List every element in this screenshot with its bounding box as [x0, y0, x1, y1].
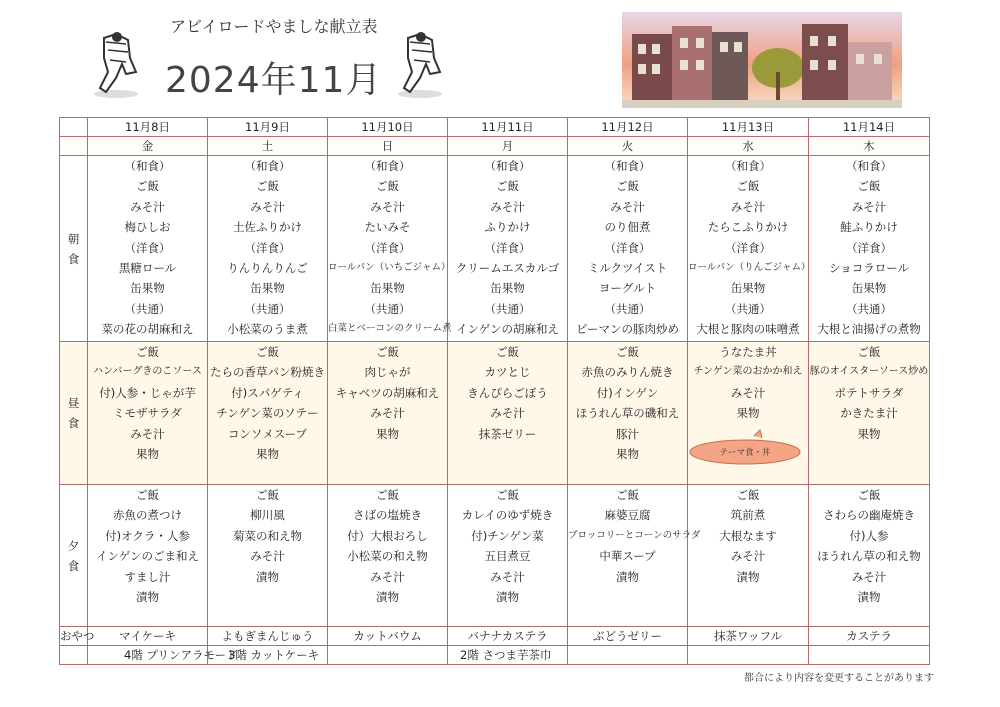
lunch-menu-item: 豚のオイスターソース炒め: [809, 366, 929, 378]
dinner-menu-item: 漬物: [136, 590, 159, 605]
breakfast-menu-item: ヨーグルト: [598, 281, 657, 296]
date-row: [60, 118, 930, 137]
breakfast-menu-item: 土佐ふりかけ: [233, 220, 302, 235]
month-heading: 2024年11月: [165, 60, 383, 101]
lunch-menu-item: うなたま丼: [719, 345, 777, 359]
snack-cell: カットバウム: [328, 627, 448, 646]
breakfast-row: [60, 156, 930, 342]
breakfast-menu-item: （洋食）: [484, 240, 531, 255]
special-snack-cell: [809, 646, 930, 665]
breakfast-menu-item: ロールパン（りんごジャム）: [688, 262, 811, 274]
breakfast-menu-item: ご飯: [496, 179, 519, 194]
breakfast-menu-item: （和食）: [124, 159, 171, 173]
theme-meal-bubble: [688, 432, 802, 466]
breakfast-menu-item: のり佃煮: [604, 220, 651, 235]
lunch-cell: [448, 342, 568, 485]
dinner-row: [60, 485, 930, 627]
dinner-menu-item: 付)オクラ・人参: [105, 528, 190, 543]
breakfast-cell: [568, 156, 688, 342]
weekday-cell: 水: [688, 137, 809, 156]
date-cell: 11月14日: [809, 118, 930, 137]
lunch-menu-item: ほうれん草の磯和え: [575, 406, 680, 421]
special-snack-row: [60, 646, 930, 665]
corner-cell: [60, 118, 88, 137]
dinner-menu-item: 麻婆豆腐: [604, 508, 651, 523]
breakfast-menu-item: 小松菜のうま煮: [227, 322, 308, 337]
lunch-menu-item: みそ汁: [490, 406, 525, 421]
weekday-row: [60, 137, 930, 156]
theme-meal-label: テーマ食・丼: [719, 448, 771, 458]
dinner-menu-item: ご飯: [376, 488, 399, 502]
special-snack-cell: 2階 さつま芋茶巾: [448, 646, 568, 665]
breakfast-menu-item: （和食）: [846, 159, 892, 173]
dinner-menu-item: 漬物: [616, 569, 639, 584]
dinner-menu-item: 付)人参: [849, 528, 889, 543]
lunch-cell: [568, 342, 688, 485]
dinner-menu-item: ほうれん草の和え物: [817, 549, 921, 564]
special-snack-cell: [688, 646, 809, 665]
lunch-menu-item: ご飯: [496, 345, 519, 359]
snack-cell: カステラ: [809, 627, 930, 646]
weekday-cell: 木: [809, 137, 930, 156]
dinner-menu-item: 中華スープ: [599, 549, 656, 564]
dinner-menu-item: みそ汁: [490, 569, 525, 584]
dinner-menu-item: みそ汁: [250, 549, 285, 564]
dinner-menu-item: ご飯: [256, 488, 279, 502]
dinner-menu-item: 漬物: [736, 569, 760, 584]
date-cell: 11月10日: [328, 118, 448, 137]
corner-cell: [60, 646, 88, 665]
dinner-menu-item: ご飯: [736, 488, 760, 502]
walking-mascot-icon: [86, 28, 148, 100]
breakfast-menu-item: みそ汁: [130, 199, 165, 214]
snack-label: おやつ: [60, 627, 88, 646]
lunch-menu-item: カツとじ: [484, 365, 531, 380]
breakfast-label: 朝 食: [60, 156, 88, 342]
dinner-cell: [448, 485, 568, 627]
date-cell: 11月13日: [688, 118, 809, 137]
snack-cell: よもぎまんじゅう: [208, 627, 328, 646]
snack-cell: 抹茶ワッフル: [688, 627, 809, 646]
lunch-menu-item: 付)人参・じゃが芋: [99, 385, 196, 400]
lunch-menu-item: ポテトサラダ: [834, 385, 904, 400]
breakfast-cell: [809, 156, 930, 342]
lunch-menu-item: かきたま汁: [840, 406, 898, 421]
dinner-menu-item: ご飯: [496, 488, 519, 502]
lunch-menu-item: 赤魚のみりん焼き: [581, 365, 674, 380]
breakfast-menu-item: （洋食）: [846, 240, 892, 255]
breakfast-cell: [688, 156, 809, 342]
breakfast-menu-item: みそ汁: [250, 199, 285, 214]
breakfast-menu-item: ミルクツイスト: [587, 261, 668, 276]
breakfast-menu-item: みそ汁: [490, 199, 525, 214]
lunch-menu-item: ミモザサラダ: [113, 406, 182, 421]
breakfast-menu-item: （洋食）: [124, 240, 171, 255]
breakfast-menu-item: （和食）: [604, 159, 651, 173]
lunch-menu-item: 果物: [256, 447, 279, 462]
dinner-menu-item: カレイのゆず焼き: [461, 508, 554, 523]
snack-row: [60, 627, 930, 646]
dinner-menu-item: 柳川風: [250, 508, 285, 523]
dinner-menu-item: 菊菜の和え物: [233, 528, 302, 543]
dinner-menu-item: ご飯: [857, 488, 881, 502]
breakfast-menu-item: （洋食）: [364, 240, 411, 255]
weekday-cell: 土: [208, 137, 328, 156]
footnote: 都合により内容を変更することがあります: [744, 673, 934, 684]
breakfast-menu-item: 大根と油揚げの煮物: [817, 322, 921, 337]
breakfast-menu-item: （共通）: [604, 301, 651, 316]
breakfast-menu-item: （共通）: [484, 301, 531, 316]
dinner-label: 夕 食: [60, 485, 88, 627]
breakfast-menu-item: （共通）: [846, 301, 892, 316]
breakfast-menu-item: （和食）: [364, 159, 411, 173]
breakfast-menu-item: ご飯: [136, 179, 159, 194]
breakfast-menu-item: みそ汁: [851, 199, 887, 214]
dinner-cell: [568, 485, 701, 627]
dinner-menu-item: 漬物: [376, 590, 399, 605]
breakfast-menu-item: （和食）: [484, 159, 531, 173]
breakfast-menu-item: りんりんりんご: [227, 261, 308, 276]
breakfast-menu-item: （和食）: [244, 159, 291, 173]
breakfast-menu-item: 缶果物: [490, 281, 525, 296]
lunch-menu-item: みそ汁: [130, 426, 165, 441]
lunch-menu-item: 豚汁: [616, 426, 639, 441]
dinner-menu-item: 筑前煮: [730, 508, 766, 523]
lunch-menu-item: ハンバーグきのこソース: [93, 366, 202, 378]
weekday-cell: 日: [328, 137, 448, 156]
special-snack-cell: 3階 カットケーキ: [208, 646, 328, 665]
lunch-cell: [208, 342, 328, 485]
breakfast-menu-item: みそ汁: [610, 199, 645, 214]
breakfast-menu-item: クリームエスカルゴ: [455, 261, 560, 276]
dinner-menu-item: みそ汁: [851, 569, 887, 584]
dinner-menu-item: さばの塩焼き: [353, 508, 422, 523]
dinner-menu-item: 小松菜の和え物: [347, 549, 428, 564]
dinner-cell: [328, 485, 448, 627]
breakfast-menu-item: みそ汁: [370, 199, 405, 214]
dinner-menu-item: 漬物: [857, 590, 881, 605]
lunch-menu-item: たらの香草パン粉焼き: [210, 365, 325, 380]
breakfast-menu-item: 菜の花の胡麻和え: [101, 322, 194, 337]
date-cell: 11月12日: [568, 118, 688, 137]
lunch-menu-item: 抹茶ゼリー: [478, 426, 537, 441]
dinner-menu-item: 付）大根おろし: [347, 528, 428, 543]
breakfast-menu-item: （共通）: [244, 301, 291, 316]
dinner-menu-item: 赤魚の煮つけ: [113, 508, 182, 523]
breakfast-menu-item: 梅ひしお: [124, 220, 171, 235]
lunch-menu-item: コンソメスープ: [227, 426, 308, 441]
breakfast-menu-item: 缶果物: [130, 281, 165, 296]
breakfast-menu-item: 黒糖ロール: [118, 261, 177, 276]
breakfast-menu-item: （共通）: [364, 301, 411, 316]
breakfast-menu-item: ご飯: [857, 179, 881, 194]
dinner-menu-item: 付)チンゲン菜: [471, 528, 544, 543]
breakfast-menu-item: （共通）: [124, 301, 171, 316]
breakfast-menu-item: 大根と豚肉の味噌煮: [696, 322, 800, 337]
dinner-menu-item: さわらの幽庵焼き: [823, 508, 915, 523]
lunch-menu-item: 肉じゃが: [364, 365, 411, 380]
date-cell: 11月11日: [448, 118, 568, 137]
lunch-menu-item: 付)スパゲティ: [231, 385, 304, 400]
breakfast-menu-item: 缶果物: [730, 281, 766, 296]
lunch-menu-item: 付)インゲン: [596, 385, 659, 400]
lunch-label: 昼 食: [60, 342, 88, 485]
lunch-menu-item: 果物: [736, 406, 760, 421]
lunch-menu-item: 果物: [857, 426, 881, 441]
lunch-menu-item: キャベツの胡麻和え: [335, 385, 440, 400]
breakfast-menu-item: ご飯: [376, 179, 399, 194]
menu-table: [59, 117, 930, 665]
breakfast-menu-item: ご飯: [616, 179, 639, 194]
breakfast-menu-item: インゲンの胡麻和え: [455, 322, 560, 337]
snack-cell: ぶどうゼリー: [568, 627, 688, 646]
date-cell: 11月8日: [88, 118, 208, 137]
lunch-menu-item: 果物: [136, 447, 159, 462]
lunch-menu-item: チンゲン菜のおかか和え: [693, 366, 803, 378]
breakfast-menu-item: 鮭ふりかけ: [840, 220, 898, 235]
lunch-menu-item: チンゲン菜のソテー: [216, 406, 319, 421]
dinner-menu-item: ブロッコリーとコーンのサラダ: [568, 529, 701, 541]
breakfast-menu-item: たらこふりかけ: [707, 220, 789, 235]
breakfast-cell: [88, 156, 208, 342]
weekday-cell: 金: [88, 137, 208, 156]
lunch-menu-item: ご飯: [136, 345, 159, 359]
dinner-menu-item: みそ汁: [370, 569, 405, 584]
dinner-cell: [688, 485, 809, 627]
breakfast-menu-item: ショコラロール: [828, 261, 910, 276]
breakfast-menu-item: （洋食）: [604, 240, 651, 255]
lunch-menu-item: ご飯: [256, 345, 279, 359]
breakfast-menu-item: たいみそ: [364, 220, 411, 235]
special-snack-cell: [328, 646, 448, 665]
breakfast-cell: [208, 156, 328, 342]
breakfast-menu-item: （和食）: [725, 159, 771, 173]
dinner-cell: [88, 485, 208, 627]
dinner-menu-item: インゲンのごま和え: [95, 549, 200, 564]
lunch-menu-item: 果物: [376, 426, 399, 441]
special-snack-cell: 4階 プリンアラモード: [88, 646, 208, 665]
breakfast-menu-item: （洋食）: [244, 240, 291, 255]
lunch-menu-item: ご飯: [376, 345, 399, 359]
lunch-menu-item: ご飯: [857, 345, 881, 359]
breakfast-menu-item: ご飯: [256, 179, 279, 194]
breakfast-menu-item: ロールパン（いちごジャム）: [328, 262, 451, 274]
breakfast-menu-item: ふりかけ: [484, 220, 531, 235]
dinner-cell: [208, 485, 328, 627]
lunch-cell: [809, 342, 930, 485]
dinner-menu-item: 大根なます: [719, 528, 777, 543]
dinner-cell: [809, 485, 930, 627]
cityscape-illustration: [622, 12, 902, 108]
breakfast-menu-item: （洋食）: [725, 240, 771, 255]
lunch-cell: [328, 342, 448, 485]
breakfast-menu-item: みそ汁: [730, 199, 766, 214]
dinner-menu-item: みそ汁: [730, 549, 766, 564]
breakfast-menu-item: 白菜とベーコンのクリーム煮: [328, 323, 452, 335]
breakfast-menu-item: 缶果物: [370, 281, 405, 296]
dinner-menu-item: 漬物: [496, 590, 519, 605]
special-snack-cell: [568, 646, 688, 665]
breakfast-cell: [448, 156, 568, 342]
corner-cell: [60, 137, 88, 156]
breakfast-menu-item: 缶果物: [851, 281, 887, 296]
menu-title: アビイロードやましな献立表: [170, 17, 378, 36]
dinner-menu-item: 漬物: [256, 569, 279, 584]
dinner-menu-item: ご飯: [136, 488, 159, 502]
snack-cell: マイケーキ: [88, 627, 208, 646]
walking-mascot-icon: [390, 28, 452, 100]
lunch-cell: [88, 342, 208, 485]
lunch-menu-item: ご飯: [616, 345, 639, 359]
snack-cell: バナナカステラ: [448, 627, 568, 646]
lunch-menu-item: きんぴらごぼう: [467, 385, 548, 400]
breakfast-menu-item: ピーマンの豚肉炒め: [575, 322, 680, 337]
dinner-menu-item: 五目煮豆: [484, 549, 531, 564]
weekday-cell: 月: [448, 137, 568, 156]
breakfast-cell: [328, 156, 452, 342]
dinner-menu-item: ご飯: [616, 488, 639, 502]
weekday-cell: 火: [568, 137, 688, 156]
date-cell: 11月9日: [208, 118, 328, 137]
lunch-menu-item: 果物: [616, 447, 639, 462]
breakfast-menu-item: （共通）: [725, 301, 771, 316]
lunch-menu-item: みそ汁: [730, 385, 766, 400]
dinner-menu-item: すまし汁: [124, 569, 171, 584]
breakfast-menu-item: ご飯: [736, 179, 760, 194]
breakfast-menu-item: 缶果物: [250, 281, 285, 296]
lunch-menu-item: みそ汁: [370, 406, 405, 421]
